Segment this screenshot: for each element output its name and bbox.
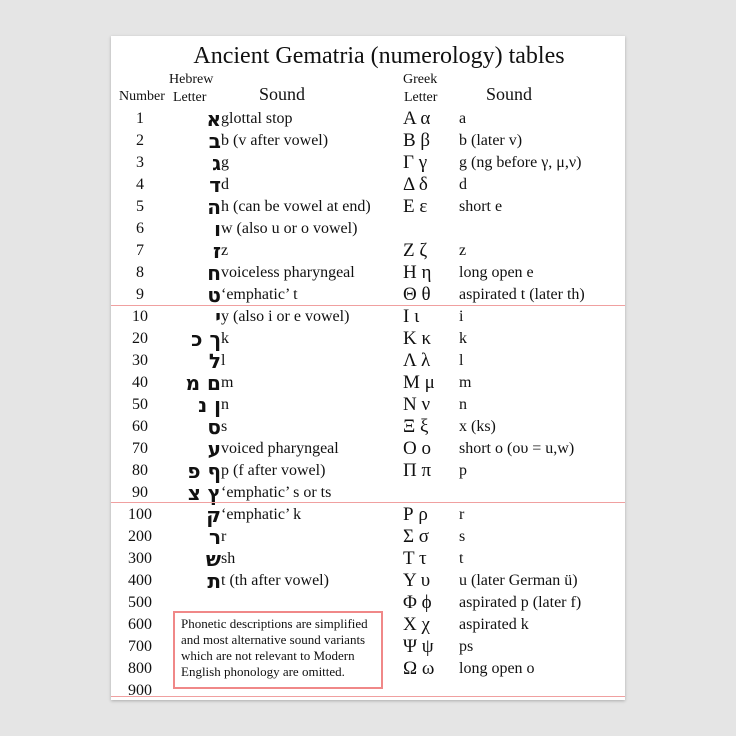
- number-cell: 5: [136, 198, 144, 215]
- greek-letter-cell: Π π: [403, 460, 432, 481]
- hebrew-sound-cell: sh: [221, 550, 236, 567]
- hebrew-letter-cell: ף פ: [187, 459, 221, 483]
- greek-letter-cell: Γ γ: [403, 152, 428, 173]
- hebrew-sound-cell: ‘emphatic’ k: [221, 506, 302, 523]
- greek-sound-cell: g (ng before γ, μ,ν): [459, 154, 582, 171]
- greek-letter-cell: Μ μ: [403, 372, 435, 393]
- table-row: [111, 548, 625, 570]
- note-line: and most alternative sound variants: [181, 632, 366, 647]
- table-row: [111, 108, 625, 130]
- number-cell: 600: [128, 616, 152, 633]
- table-row: [111, 372, 625, 394]
- greek-sound-cell: long open e: [459, 264, 534, 281]
- table-row: [111, 482, 625, 504]
- hebrew-letter-cell: ו: [214, 217, 221, 241]
- greek-sound-cell: l: [459, 352, 464, 369]
- hebrew-sound-cell: r: [221, 528, 227, 545]
- greek-letter-cell: Ρ ρ: [403, 504, 428, 525]
- hebrew-letter-cell: ץ צ: [187, 481, 221, 505]
- hebrew-sound-cell: t (th after vowel): [221, 572, 329, 589]
- greek-letter-cell: Θ θ: [403, 284, 431, 305]
- greek-letter-cell: Β β: [403, 130, 431, 151]
- hebrew-letter-cell: ש: [205, 547, 221, 571]
- greek-letter-cell: Ν ν: [403, 394, 431, 415]
- hebrew-letter-cell: ט: [207, 283, 221, 307]
- hebrew-letter-cell: ה: [207, 195, 221, 219]
- greek-sound-cell: b (later v): [459, 132, 523, 149]
- hebrew-letter-cell: ח: [207, 261, 221, 285]
- greek-sound-cell: k: [459, 330, 467, 347]
- separator-tens: [111, 305, 625, 306]
- hebrew-sound-cell: glottal stop: [221, 110, 293, 127]
- hebrew-letter-cell: ת: [207, 569, 221, 593]
- hebrew-sound-cell: l: [221, 352, 226, 369]
- hebrew-letter-cell: ר: [208, 525, 221, 549]
- greek-letter-cell: Κ κ: [403, 328, 432, 349]
- note-line: Phonetic descriptions are simplified: [181, 616, 368, 631]
- header-greek-line1: Greek: [403, 72, 438, 87]
- number-cell: 70: [132, 440, 148, 457]
- number-cell: 100: [128, 506, 152, 523]
- greek-sound-cell: s: [459, 528, 466, 545]
- number-cell: 800: [128, 660, 152, 677]
- hebrew-sound-cell: voiced pharyngeal: [221, 440, 339, 457]
- greek-sound-cell: t: [459, 550, 464, 567]
- number-cell: 4: [136, 176, 144, 193]
- number-cell: 20: [132, 330, 148, 347]
- hebrew-letter-cell: ס: [207, 415, 221, 439]
- greek-sound-cell: x (ks): [459, 418, 496, 435]
- hebrew-sound-cell: k: [221, 330, 229, 347]
- number-cell: 50: [132, 396, 148, 413]
- note-line: which are not relevant to Modern: [181, 648, 355, 663]
- number-cell: 80: [132, 462, 148, 479]
- table-row: [111, 174, 625, 196]
- number-cell: 700: [128, 638, 152, 655]
- table-row: [111, 350, 625, 372]
- hebrew-letter-cell: ן נ: [198, 393, 221, 417]
- table-row: [111, 284, 625, 306]
- number-cell: 60: [132, 418, 148, 435]
- greek-sound-cell: d: [459, 176, 467, 193]
- hebrew-letter-cell: ג: [212, 151, 221, 175]
- number-cell: 90: [132, 484, 148, 501]
- header-hebrew-sound: Sound: [259, 84, 306, 104]
- hebrew-sound-cell: z: [221, 242, 229, 259]
- table-row: [111, 306, 625, 328]
- greek-letter-cell: Φ ϕ: [403, 592, 432, 613]
- number-cell: 9: [136, 286, 144, 303]
- number-cell: 500: [128, 594, 152, 611]
- hebrew-sound-cell: n: [221, 396, 229, 413]
- greek-letter-cell: Δ δ: [403, 174, 428, 195]
- greek-sound-cell: short e: [459, 198, 503, 215]
- gematria-poster: [111, 36, 625, 700]
- number-cell: 2: [136, 132, 144, 149]
- greek-sound-cell: short o (ου = u,w): [459, 440, 575, 457]
- greek-sound-cell: u (later German ü): [459, 572, 578, 589]
- hebrew-sound-cell: s: [221, 418, 228, 435]
- header-greek-sound: Sound: [486, 84, 533, 104]
- separator-hundreds: [111, 502, 625, 503]
- page-title: Ancient Gematria (numerology) tables: [193, 43, 565, 69]
- greek-letter-cell: Ω ω: [403, 658, 435, 679]
- number-cell: 200: [128, 528, 152, 545]
- phonetic-note: [173, 611, 383, 689]
- number-cell: 30: [132, 352, 148, 369]
- header-hebrew-line1: Hebrew: [169, 72, 214, 87]
- hebrew-sound-cell: ‘emphatic’ s or ts: [221, 484, 332, 501]
- hebrew-letter-cell: ז: [212, 239, 221, 263]
- number-cell: 1: [136, 110, 144, 127]
- table-row: [111, 570, 625, 592]
- number-cell: 300: [128, 550, 152, 567]
- hebrew-letter-cell: י: [215, 305, 221, 329]
- greek-sound-cell: m: [459, 374, 472, 391]
- number-cell: 7: [136, 242, 144, 259]
- hebrew-sound-cell: d: [221, 176, 229, 193]
- greek-sound-cell: long open o: [459, 660, 535, 677]
- greek-letter-cell: Σ σ: [403, 526, 430, 547]
- greek-letter-cell: Ο ο: [403, 438, 431, 459]
- hebrew-sound-cell: y (also i or e vowel): [221, 308, 350, 325]
- hebrew-sound-cell: ‘emphatic’ t: [221, 286, 298, 303]
- greek-letter-cell: Α α: [403, 108, 431, 129]
- table-row: [111, 526, 625, 548]
- greek-letter-cell: Ζ ζ: [403, 240, 428, 261]
- table-row: [111, 218, 625, 240]
- greek-sound-cell: i: [459, 308, 464, 325]
- header-greek-line2: Letter: [404, 90, 438, 105]
- number-cell: 900: [128, 682, 152, 699]
- table-row: [111, 438, 625, 460]
- greek-sound-cell: ps: [459, 638, 474, 655]
- hebrew-letter-cell: ך כ: [191, 327, 221, 351]
- hebrew-sound-cell: b (v after vowel): [221, 132, 329, 149]
- number-cell: 8: [136, 264, 144, 281]
- greek-sound-cell: z: [459, 242, 467, 259]
- hebrew-letter-cell: ב: [208, 129, 221, 153]
- greek-sound-cell: n: [459, 396, 467, 413]
- table-row: [111, 504, 625, 526]
- table-row: [111, 262, 625, 284]
- header-number: Number: [119, 89, 165, 104]
- hebrew-sound-cell: p (f after vowel): [221, 462, 326, 479]
- table-row: [111, 152, 625, 174]
- greek-letter-cell: Ψ ψ: [403, 636, 434, 657]
- number-cell: 400: [128, 572, 152, 589]
- number-cell: 10: [132, 308, 148, 325]
- table-row: [111, 130, 625, 152]
- number-cell: 6: [136, 220, 144, 237]
- note-line: English phonology are omitted.: [181, 664, 345, 679]
- hebrew-sound-cell: voiceless pharyngeal: [221, 264, 355, 281]
- hebrew-letter-cell: ל: [208, 349, 221, 373]
- hebrew-sound-cell: g: [221, 154, 229, 171]
- header-hebrew-line2: Letter: [173, 90, 207, 105]
- number-cell: 3: [136, 154, 144, 171]
- hebrew-sound-cell: m: [221, 374, 234, 391]
- greek-letter-cell: Υ υ: [403, 570, 431, 591]
- greek-sound-cell: aspirated p (later f): [459, 594, 582, 611]
- greek-letter-cell: Τ τ: [403, 548, 427, 569]
- greek-letter-cell: Λ λ: [403, 350, 431, 371]
- separator-bottom: [111, 696, 625, 697]
- hebrew-sound-cell: w (also u or o vowel): [221, 220, 358, 237]
- greek-sound-cell: aspirated k: [459, 616, 529, 633]
- hebrew-letter-cell: ד: [209, 173, 221, 197]
- greek-letter-cell: Ε ε: [403, 196, 428, 217]
- hebrew-letter-cell: ק: [206, 503, 221, 527]
- greek-sound-cell: r: [459, 506, 465, 523]
- greek-sound-cell: aspirated t (later th): [459, 286, 585, 303]
- hebrew-letter-cell: ם מ: [185, 371, 221, 395]
- table-row: [111, 460, 625, 482]
- greek-letter-cell: Η η: [403, 262, 432, 283]
- table-row: [111, 416, 625, 438]
- number-cell: 40: [132, 374, 148, 391]
- table-row: [111, 240, 625, 262]
- hebrew-letter-cell: א: [206, 107, 221, 131]
- table-row: [111, 328, 625, 350]
- greek-sound-cell: p: [459, 462, 467, 479]
- greek-sound-cell: a: [459, 110, 467, 127]
- hebrew-letter-cell: ע: [207, 437, 221, 461]
- table-row: [111, 196, 625, 218]
- greek-letter-cell: Ι ι: [403, 306, 420, 327]
- table-row: [111, 394, 625, 416]
- hebrew-sound-cell: h (can be vowel at end): [221, 198, 371, 215]
- greek-letter-cell: Χ χ: [403, 614, 430, 635]
- greek-letter-cell: Ξ ξ: [403, 416, 429, 437]
